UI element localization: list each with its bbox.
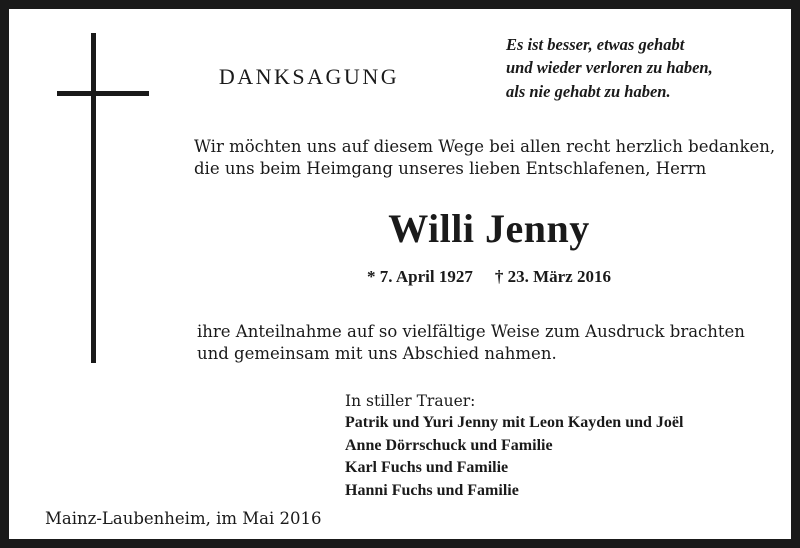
cross-vertical-bar [91,33,96,363]
motto-line-3: als nie gehabt zu haben. [506,81,671,101]
christian-cross-icon [57,33,149,363]
closing-text [197,321,797,366]
closing-line-2: und gemeinsam mit uns Abschied nahmen. [197,344,557,364]
deceased-name: Willi Jenny [388,206,590,251]
life-dates [194,267,784,287]
list-item: Patrik und Yuri Jenny mit Leon Kayden und Joël [345,414,684,431]
list-item: Anne Dörrschuck und Familie [345,436,553,454]
closing-line-1: ihre Anteilnahme auf so vielfältige Weise zum Ausdruck brachten [197,322,745,341]
notice-inner [9,9,791,539]
notice-heading: DANKSAGUNG [218,64,400,89]
list-item: Karl Fuchs und Familie [345,459,509,477]
intro-line-2: die uns beim Heimgang unseres lieben Entschlafenen, Herrn [194,158,707,178]
list-item: Hanni Fuchs und Familie [345,482,519,500]
cross-horizontal-bar [57,91,149,96]
intro-text [194,136,784,180]
intro-line-1: Wir möchten uns auf diesem Wege bei allen recht herzlich bedanken, [194,137,776,156]
birth-date: * 7. April 1927 [367,267,473,286]
place-and-date: Mainz-Laubenheim, im Mai 2016 [45,509,322,528]
mourners-lead: In stiller Trauer: [345,392,476,410]
death-date: † 23. März 2016 [494,267,611,286]
motto-line-1: Es ist besser, etwas gehabt [506,35,685,54]
motto-line-2: und wieder verloren zu haben, [506,58,713,78]
mourners-block [345,390,785,503]
motto-block [506,33,776,103]
